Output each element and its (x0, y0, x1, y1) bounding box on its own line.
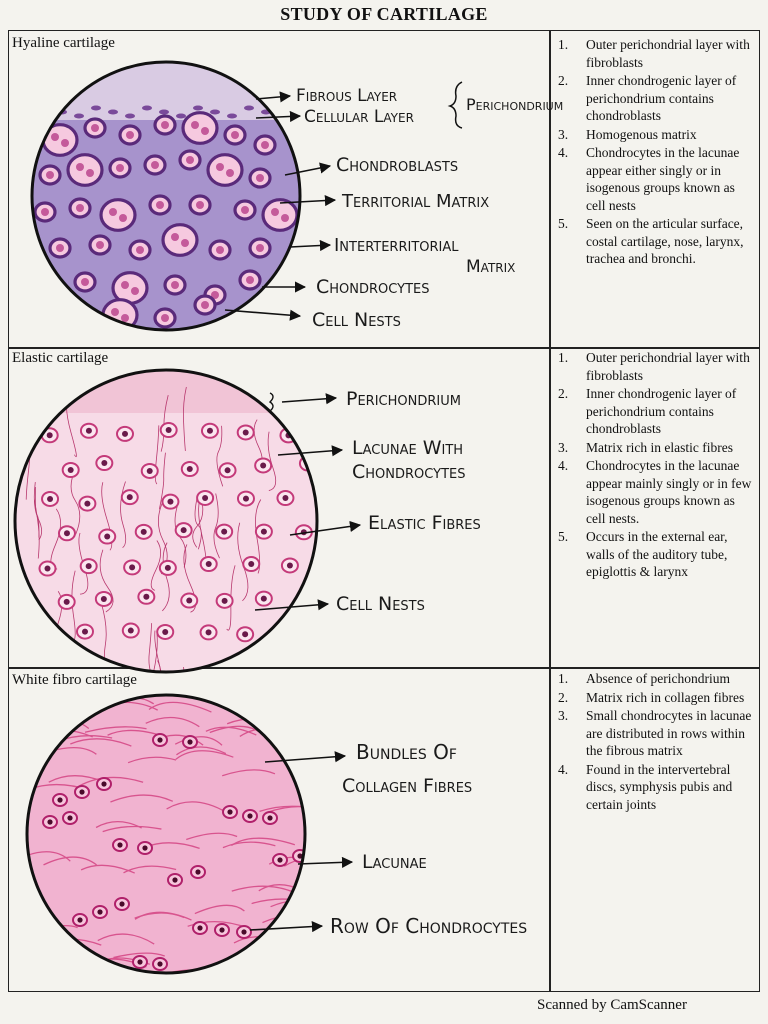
chondrocyte (287, 562, 293, 568)
chondrocyte (77, 917, 82, 922)
chondrocyte (86, 169, 94, 177)
lacuna (68, 155, 102, 186)
collagen-fibre (216, 688, 267, 696)
fibroblast (244, 106, 254, 111)
chondrocyte (122, 431, 128, 437)
list-item: 1. Absence of perichondrium (558, 671, 730, 686)
lacuna (280, 627, 296, 641)
label-cell-nests-e: Cell Nests (336, 593, 425, 615)
chondrocyte (97, 909, 102, 914)
label-lacunae-f: Lacunae (362, 851, 427, 873)
chondrocyte (104, 534, 110, 540)
chondrocyte (247, 813, 252, 818)
label-interterritorial: Interterritorial (334, 235, 459, 256)
lacuna (208, 155, 242, 186)
chondrocyte (121, 314, 129, 322)
drawings-canvas (8, 30, 564, 992)
chondrocyte (45, 627, 51, 633)
label-cell-nests-h: Cell Nests (312, 309, 401, 331)
chondrocyte (109, 208, 117, 216)
chondrocyte (79, 789, 84, 794)
label-chondrocytes: Chondrocytes (316, 276, 430, 298)
chondrocyte (241, 929, 246, 934)
chondrocyte (261, 141, 269, 149)
chondrocyte (221, 529, 227, 535)
chondrocyte (256, 244, 264, 252)
chondrocyte (261, 529, 267, 535)
chondrocyte (201, 127, 209, 135)
chondrocyte (216, 246, 224, 254)
lacuna (263, 200, 297, 231)
arrow-lacunae-f (298, 862, 352, 864)
collagen-fibre (316, 686, 374, 695)
chondrocyte (161, 121, 169, 129)
label-matrix: Matrix (466, 257, 516, 277)
chondrocyte (267, 815, 272, 820)
chondrocyte (119, 901, 124, 906)
list-item: 4. Chondrocytes in the lacunae appear either singly or in isogenous groups known as cell nests (558, 145, 740, 213)
chondrocyte (201, 301, 209, 309)
lacuna (101, 200, 135, 231)
chondrocyte (206, 561, 212, 567)
chondrocyte (167, 499, 173, 505)
chondrocyte (191, 121, 199, 129)
list-item: 3. Matrix rich in elastic fibres (558, 439, 733, 455)
chondrocyte (47, 432, 53, 438)
chondrocyte (76, 204, 84, 212)
chondrocyte (171, 281, 179, 289)
chondrocyte (162, 629, 168, 635)
chondrocyte (277, 857, 282, 862)
chondrocyte (216, 163, 224, 171)
fibroblast (125, 114, 135, 119)
chondrocyte (242, 631, 248, 637)
chondrocyte (141, 529, 147, 535)
chondrocyte (61, 139, 69, 147)
hyaline-notes (556, 36, 756, 269)
chondrocyte (151, 161, 159, 169)
chondrocyte (142, 845, 147, 850)
chondrocyte (243, 496, 249, 502)
elastic-heading: Elastic cartilage (12, 350, 109, 366)
chondrocyte (260, 462, 266, 468)
chondrocyte (241, 206, 249, 214)
chondrocyte (47, 819, 52, 824)
chondrocyte (306, 593, 312, 599)
chondrocyte (166, 427, 172, 433)
collagen-fibre (314, 686, 379, 696)
chondrocyte (282, 495, 288, 501)
chondrocyte (46, 171, 54, 179)
lacuna (301, 589, 317, 603)
list-item: 4. Found in the intervertebral discs, symphysis pubis and certain joints (558, 761, 733, 812)
chondrocyte (44, 566, 50, 572)
lacuna (163, 225, 197, 256)
hyaline-heading: Hyaline cartilage (12, 35, 115, 51)
fibroblast (108, 110, 118, 115)
label-elastic-fibres: Elastic Fibres (368, 512, 481, 534)
chondrocyte (285, 631, 291, 637)
chondrocyte (101, 781, 106, 786)
chondrocyte (195, 869, 200, 874)
label-cellular-layer: Cellular Layer (304, 107, 414, 127)
label-fibrous-layer: Fibrous Layer (296, 86, 398, 106)
chondrocyte (126, 131, 134, 139)
collagen-fibre (275, 941, 325, 948)
fibro-diagram (22, 686, 379, 977)
collagen-fibre (272, 714, 332, 720)
chondrocyte (281, 214, 289, 222)
chondrocyte (119, 214, 127, 222)
label-perichondrium-e: Perichondrium (346, 388, 461, 410)
chondrocyte (219, 927, 224, 932)
chondrocyte (161, 314, 169, 322)
chondrocyte (129, 564, 135, 570)
label-chondroblasts: Chondroblasts (336, 154, 459, 176)
chondrocyte (137, 959, 142, 964)
fibroblast (210, 110, 220, 115)
chondrocyte (96, 241, 104, 249)
chondrocyte (202, 495, 208, 501)
chondrocyte (81, 278, 89, 286)
chondrocyte (116, 164, 124, 172)
chondrocyte (91, 124, 99, 132)
chondrocyte (128, 628, 134, 634)
chondrocyte (222, 598, 228, 604)
list-item: 4. Chondrocytes in the lacunae appear mainly singly or in few isogenous groups known as cell nests. (558, 458, 752, 526)
chondrocyte (231, 131, 239, 139)
perichondrium-brace (450, 82, 462, 128)
fibro-notes (556, 670, 756, 814)
fibroblast (159, 110, 169, 115)
collagen-fibre (24, 690, 81, 697)
chondrocyte (131, 287, 139, 295)
label-collagen-fibres: Collagen Fibres (342, 775, 473, 797)
label-bundles-of: Bundles Of (356, 740, 457, 764)
chondrocyte (76, 163, 84, 171)
list-item: 5. Seen on the articular surface, costal cartilage, nose, larynx, trachea and bronchi. (558, 216, 744, 266)
chondrocyte (147, 468, 153, 474)
chondrocyte (248, 561, 254, 567)
chondrocyte (82, 629, 88, 635)
chondrocyte (171, 233, 179, 241)
chondrocyte (64, 530, 70, 536)
collagen-fibre (231, 689, 286, 696)
chondrocyte (157, 737, 162, 742)
chondrocyte (111, 308, 119, 316)
label-perichondrium-h: Perichondrium (466, 95, 564, 114)
chondrocyte (207, 428, 213, 434)
chondrocyte (186, 156, 194, 164)
list-item: 1. Outer perichondrial layer with fibroblasts (558, 37, 750, 70)
chondrocyte (181, 527, 187, 533)
elastic-notes (556, 349, 756, 582)
list-item: 5. Occurs in the external ear, walls of the auditory tube, epiglottis & larynx (558, 529, 728, 579)
chondrocyte (127, 494, 133, 500)
perichondrium-brace-e (270, 393, 273, 411)
fibroblast (176, 114, 186, 119)
list-item: 1. Outer perichondrial layer with fibroblasts (558, 350, 750, 383)
chondrocyte (271, 208, 279, 216)
list-item: 3. Small chondrocytes in lacunae are distributed in rows within the fibrous matrix (558, 708, 752, 758)
chondrocyte (136, 246, 144, 254)
fibroblast (40, 106, 50, 111)
elastic-diagram (10, 365, 330, 733)
chondrocyte (67, 815, 72, 820)
chondrocyte (156, 201, 164, 209)
collagen-fibre (250, 706, 314, 714)
chondrocyte (206, 629, 212, 635)
chondrocyte (165, 565, 171, 571)
label-lacunae-with: Lacunae With (352, 437, 464, 459)
chondrocyte (157, 961, 162, 966)
chondrocyte (197, 925, 202, 930)
lacuna (40, 623, 56, 637)
label-row-of-chondrocytes: Row Of Chondrocytes (330, 914, 528, 938)
hyaline-diagram (20, 60, 320, 330)
chondrocyte (256, 174, 264, 182)
chondrocyte (64, 599, 70, 605)
chondrocyte (86, 428, 92, 434)
chondrocyte (86, 563, 92, 569)
fibroblast (142, 106, 152, 111)
chondrocyte (172, 877, 177, 882)
chondrocyte (51, 133, 59, 141)
chondrocyte (186, 598, 192, 604)
arrow-interterritorial (290, 245, 330, 247)
chondrocyte (47, 496, 53, 502)
chondrocyte (196, 201, 204, 209)
chondrocyte (117, 842, 122, 847)
chondrocyte (101, 596, 107, 602)
collagen-fibre (257, 692, 321, 699)
chondrocyte (226, 169, 234, 177)
column-divider (549, 30, 551, 992)
list-item: 2. Matrix rich in collagen fibres (558, 689, 745, 705)
chondrocyte (68, 467, 74, 473)
lacuna (183, 113, 217, 144)
list-item: 2. Inner chondrogenic layer of perichondrium contains chondroblasts (558, 73, 737, 123)
label-territorial-matrix: Territorial Matrix (342, 191, 490, 212)
collagen-fibre (269, 971, 321, 977)
chondrocyte (41, 208, 49, 216)
arrow-cell-nests (225, 310, 300, 316)
collagen-fibre (317, 717, 370, 724)
chondrocyte (246, 276, 254, 284)
fibroblast (227, 114, 237, 119)
chondrocyte (143, 594, 149, 600)
chondrocyte (84, 501, 90, 507)
list-item: 2. Inner chondrogenic layer of perichondrium contains chondroblasts (558, 386, 737, 436)
collagen-fibre (292, 892, 352, 901)
fibroblast (74, 114, 84, 119)
chondrocyte (187, 466, 193, 472)
label-chondrocytes-e: Chondrocytes (352, 461, 466, 483)
chondrocyte (181, 239, 189, 247)
chondrocyte (187, 739, 192, 744)
page-title: STUDY OF CARTILAGE (280, 4, 488, 24)
arrow-fibrous (256, 96, 290, 99)
chondrocyte (227, 809, 232, 814)
elastic-perichondrium-band (10, 365, 330, 413)
chondrocyte (121, 281, 129, 289)
chondrocyte (243, 429, 249, 435)
collagen-fibre (211, 963, 260, 972)
arrow-perichondrium-e (282, 398, 336, 402)
fibro-heading: White fibro cartilage (12, 672, 137, 688)
fibroblast (91, 106, 101, 111)
scanner-watermark: Scanned by CamScanner (537, 997, 687, 1013)
chondrocyte (261, 596, 267, 602)
elastic-fibre (68, 666, 72, 729)
chondrocyte (225, 467, 231, 473)
chondrocyte (57, 797, 62, 802)
chondrocyte (101, 460, 107, 466)
list-item: 3. Homogenous matrix (558, 126, 697, 142)
chondrocyte (56, 244, 64, 252)
fibroblast (193, 106, 203, 111)
